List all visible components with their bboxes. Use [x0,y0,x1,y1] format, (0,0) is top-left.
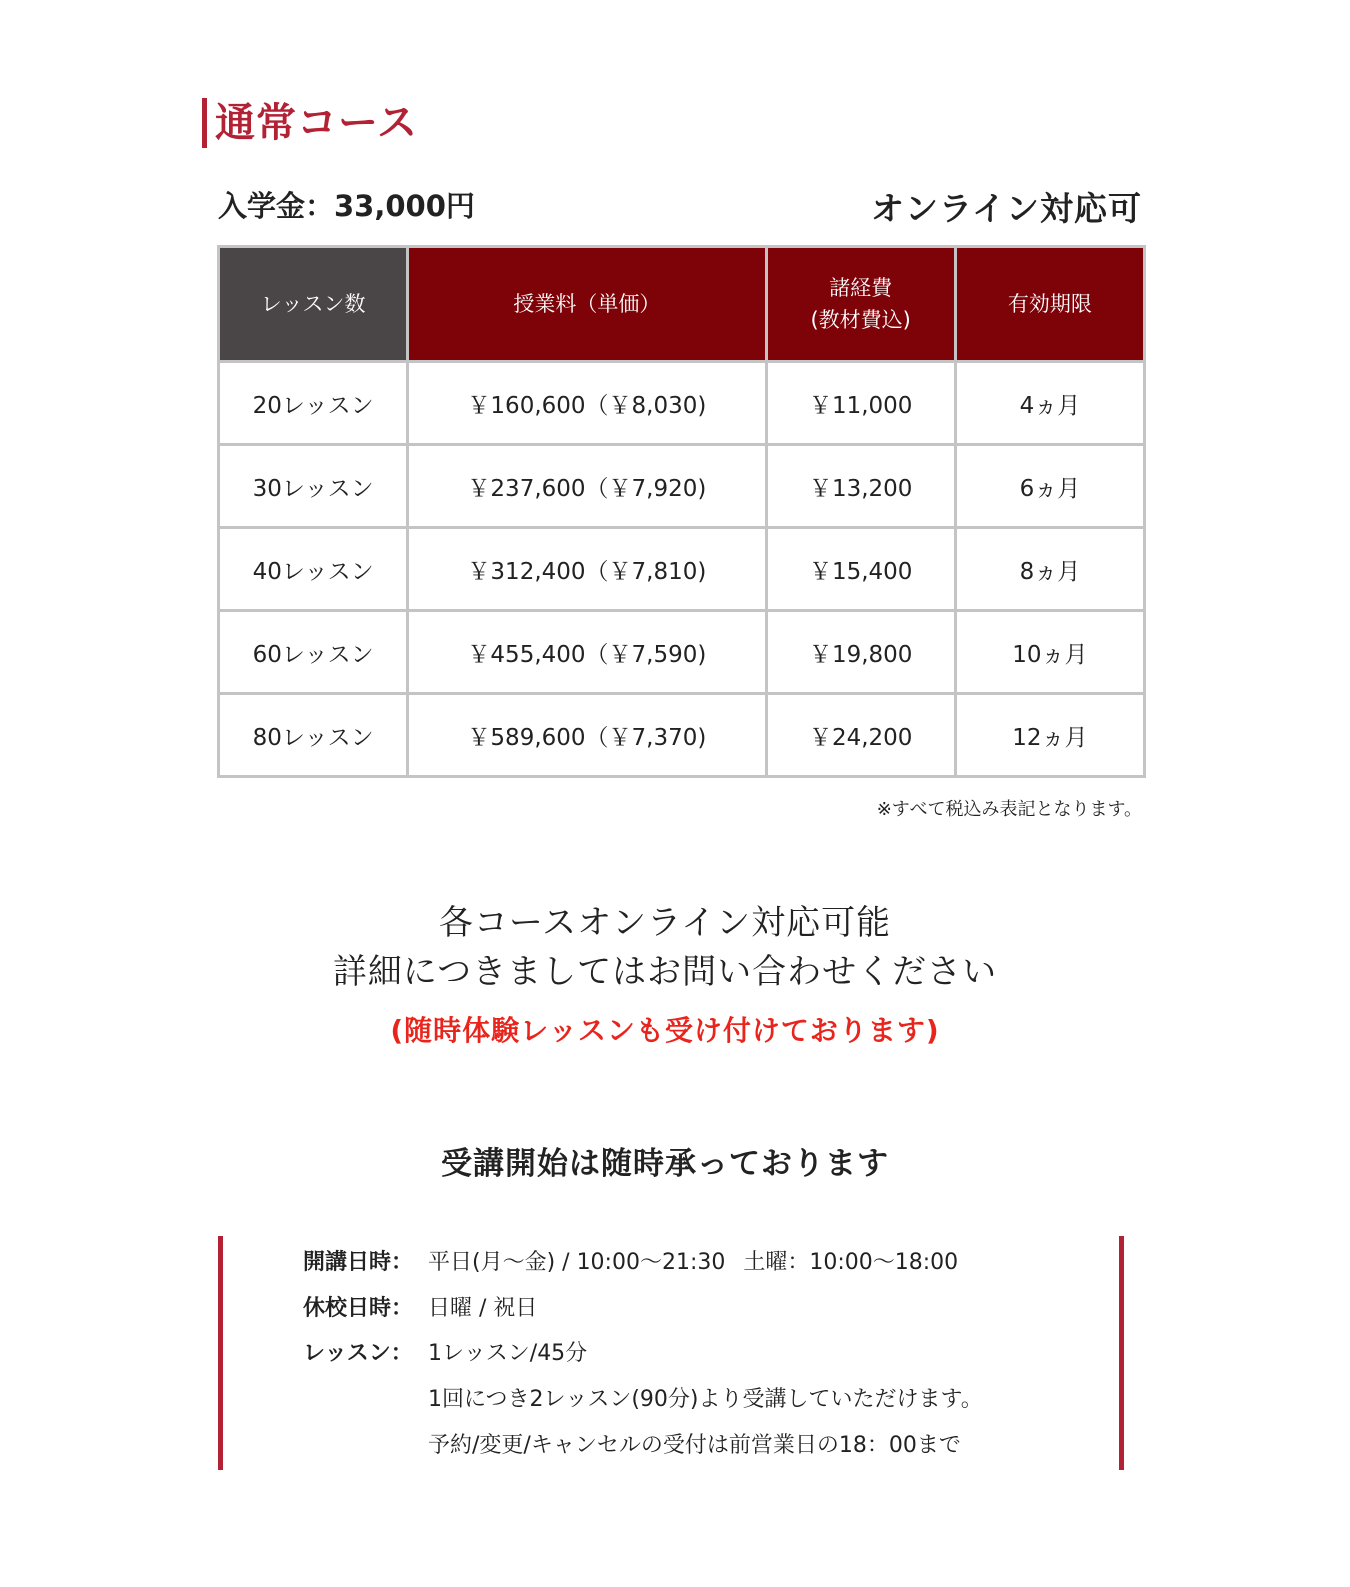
cell-lessons: 20レッスン [219,362,408,445]
price-table [217,245,1146,778]
online-message: 各コースオンライン対応可能 [438,903,892,943]
trial-lesson-message: (随時体験レッスンも受け付けております) [390,1014,940,1047]
cell-tuition: ￥455,400（￥7,590) [408,611,766,694]
info-row-hours [303,1246,958,1280]
lesson-label: レッスン： [303,1341,413,1366]
tax-note: ※すべて税込み表記となります。 [876,799,1142,820]
cell-tuition: ￥589,600（￥7,370) [408,694,766,777]
table-row [219,528,1145,611]
hours-saturday: 土曜：10:00～18:00 [743,1250,959,1275]
header-expenses-line2: (教材費込) [810,308,911,332]
cell-tuition: ￥312,400（￥7,810) [408,528,766,611]
cell-tuition: ￥160,600（￥8,030) [408,362,766,445]
table-row [219,611,1145,694]
cell-lessons: 30レッスン [219,445,408,528]
header-expenses-line1: 諸経費 [829,276,893,300]
cell-validity: 8ヵ月 [955,528,1144,611]
header-tuition: 授業料（単価） [408,247,766,362]
cell-expenses: ￥13,200 [766,445,955,528]
lesson-note-1: 1回につき2レッスン(90分)より受講していただけます。 [428,1387,983,1412]
closed-value: 日曜 / 祝日 [428,1296,538,1321]
cell-validity: 4ヵ月 [955,362,1144,445]
cell-validity: 10ヵ月 [955,611,1144,694]
online-available-label: オンライン対応可 [870,189,1142,228]
info-row-closed [303,1292,537,1326]
cell-expenses: ￥11,000 [766,362,955,445]
cell-expenses: ￥19,800 [766,611,955,694]
header-lessons: レッスン数 [219,247,408,362]
schedule-info-box [218,1236,1124,1470]
lesson-note-2: 予約/変更/キャンセルの受付は前営業日の18：00まで [428,1433,961,1458]
info-row-lesson-note1 [303,1383,983,1417]
enrollment-message: 受講開始は随時承っております [441,1146,889,1182]
info-row-lesson [303,1337,587,1371]
hours-label: 開講日時： [303,1250,414,1275]
closed-label: 休校日時： [303,1296,414,1321]
table-row [219,362,1145,445]
cell-lessons: 60レッスン [219,611,408,694]
table-row [219,445,1145,528]
cell-lessons: 80レッスン [219,694,408,777]
cell-validity: 6ヵ月 [955,445,1144,528]
section-title: 通常コース [202,98,418,148]
cell-tuition: ￥237,600（￥7,920) [408,445,766,528]
cell-expenses: ￥15,400 [766,528,955,611]
table-header-row [219,247,1145,362]
hours-weekday: 平日(月～金) / 10:00～21:30 [428,1250,726,1275]
cell-validity: 12ヵ月 [955,694,1144,777]
table-row [219,694,1145,777]
entrance-fee: 入学金：33,000円 [218,189,475,223]
header-expenses [766,247,955,362]
contact-message: 詳細につきましてはお問い合わせください [332,952,998,992]
header-validity: 有効期限 [955,247,1144,362]
cell-expenses: ￥24,200 [766,694,955,777]
cell-lessons: 40レッスン [219,528,408,611]
lesson-value: 1レッスン/45分 [428,1341,588,1366]
info-row-lesson-note2 [303,1429,961,1463]
